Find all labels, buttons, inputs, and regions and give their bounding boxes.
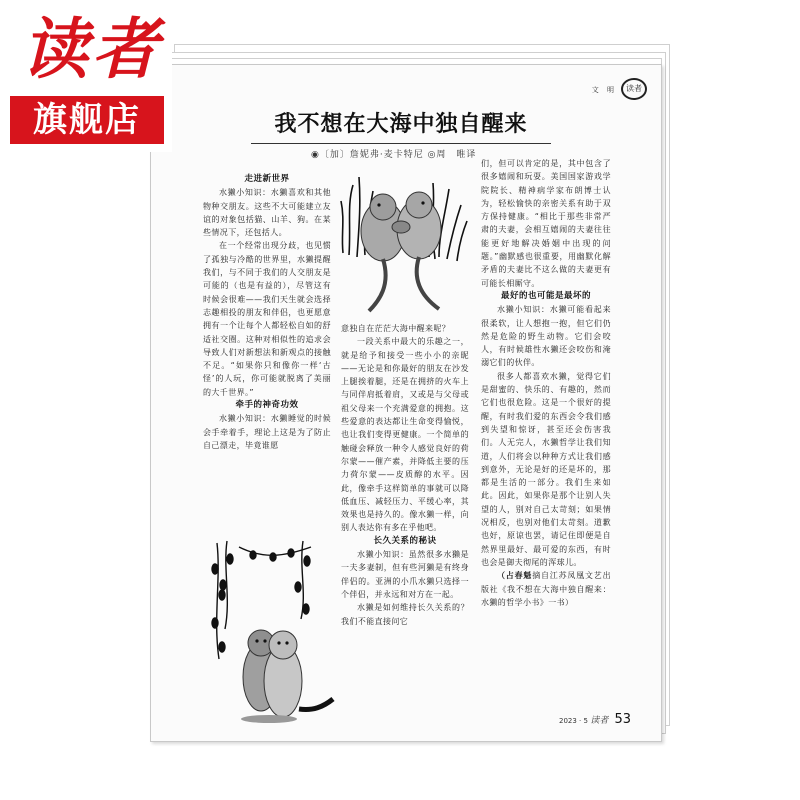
column-1 — [203, 173, 331, 452]
column-3 — [481, 157, 611, 609]
standing-otters-illustration — [203, 539, 335, 729]
paragraph: 水獭小知识：水獭睡觉的时候会手牵着手，理论上这是为了防止自己漂走，毕竟谁愿 — [203, 414, 331, 450]
flagship-store-label: 旗舰店 — [10, 96, 164, 144]
title-underline — [251, 143, 551, 144]
issue-date: 2023 · 5 — [559, 717, 588, 725]
section-label: 文 明 — [591, 86, 617, 94]
magazine-page — [150, 64, 662, 742]
paragraph: 很多人都喜欢水獭，觉得它们是甜蜜的、快乐的、有趣的，然而它们也很危险。这是一个很好的提醒，有时我们爱的东西会令我们感到失望和惊讶，甚至还会伤害我们。人无完人，水獭哲学让我们知道，人们将会以种种方式让我们感到意外，无论是好的还是坏的，那都是生活的一部分。我们生来如此。因此，如果你是那个让别人失望的人，别对自己太苛刻；如果情况相反，也别对他们太苛刻。道歉也好，原谅也罢，请记住即便是自然界里最好、最可爱的东西，有时也会是御夫彻尾的浑球儿。 — [481, 371, 611, 567]
article-title-box — [251, 107, 551, 141]
source-author: （占春魁 — [497, 571, 533, 581]
store-brand-badge — [0, 0, 172, 152]
paragraph: 一段关系中最大的乐趣之一，就是给予和接受一些小小的亲昵——无论是和你最好的朋友在沙发上腿挨着腿，还是在拥挤的火车上与同伴肩抵着肩，又或是与父母或祖父母来一个充满爱意的拥抱。这些爱意的表达都让生命变得愉悦，也让我们变得更健康。一个简单的触碰会释放一种令人感觉良好的荷尔蒙——催产素，并降低主要的压力荷尔蒙——皮质醇的水平。因此，像牵手这样简单的事就可以降低血压、减轻压力、平缓心率，其效果也是持久的。像水獭一样，向别人表达你有多在乎他吧。 — [341, 337, 469, 533]
page-number: 53 — [614, 712, 631, 727]
paragraph: 意独自在茫茫大海中醒来呢？ — [341, 324, 451, 333]
column-2 — [341, 322, 469, 628]
page-footer — [559, 712, 631, 727]
paragraph: 水獭是如何维持长久关系的？我们不能直接问它 — [341, 603, 469, 626]
article-title: 我不想在大海中独自醒来 — [274, 111, 528, 137]
paragraph: 水獭小知识：虽然很多水獭是一夫多妻制，但有些河獭是有终身伴侣的。亚洲的小爪水獭只选择一个伴侣，并永远和对方在一起。 — [341, 550, 469, 599]
paragraph: 们，但可以肯定的是，其中包含了很多嬉闹和玩耍。美国国家游戏学院院长、精神病学家布朗博士认为，轻松愉快的亲密关系有助于双方保持健康。“相比于那些非常严肃的夫妻，会相互嬉闹的夫妻往往能更好地解决婚姻中出现的问题。”幽默感也很重要，用幽默化解矛盾的夫妻比不这么做的夫妻更有可能长相厮守。 — [481, 159, 611, 288]
paragraph: 在一个经常出现分歧，也见惯了孤独与冷酷的世界里，水獭提醒我们，与不同于我们的人交朋友是可能的（也是有益的），尽管这有时候会很难——我们天生就会选择志趣相投的朋友和伴侣，也更愿意拥有一个让每个人都轻松自如的舒适社交圈。这种对相似性的追求会导致人们对新想法和新观点的接触不足。“如果你只和像你一样‘古怪’的人玩，你可能就脱离了美丽的大千世界。” — [203, 241, 331, 397]
brand-logo-text: 读者 — [22, 10, 162, 88]
otters-holding-hands-illustration — [339, 165, 469, 315]
source-note — [481, 569, 611, 609]
source-detail: 摘自江苏凤凰文艺出版社《我不想在大海中独自醒来：水獭的哲学小书》一书） — [481, 571, 611, 607]
article-byline: ◉〔加〕詹妮弗·麦卡特尼 ◎周 唯译 — [311, 150, 477, 160]
magazine-logo-icon: 读者 — [621, 78, 647, 100]
section-heading: 最好的也可能是最坏的 — [500, 290, 591, 301]
section-heading: 牵手的神奇功效 — [235, 400, 299, 411]
footer-magazine-name: 读者 — [590, 716, 609, 726]
paragraph: 水獭小知识：水獭可能看起来很柔软，让人想抱一抱，但它们仍然是危险的野生动物。它们会咬人，有时候雄性水獭还会咬伤和淹溺它们的伙伴。 — [481, 305, 611, 368]
section-heading: 长久关系的秘诀 — [373, 535, 437, 546]
section-heading: 走进新世界 — [244, 174, 290, 184]
paragraph: 水獭小知识：水獭喜欢和其他物种交朋友。这些不大可能建立友谊的对象包括猫、山羊、狗。在某些情况下，还包括人。 — [203, 188, 331, 238]
